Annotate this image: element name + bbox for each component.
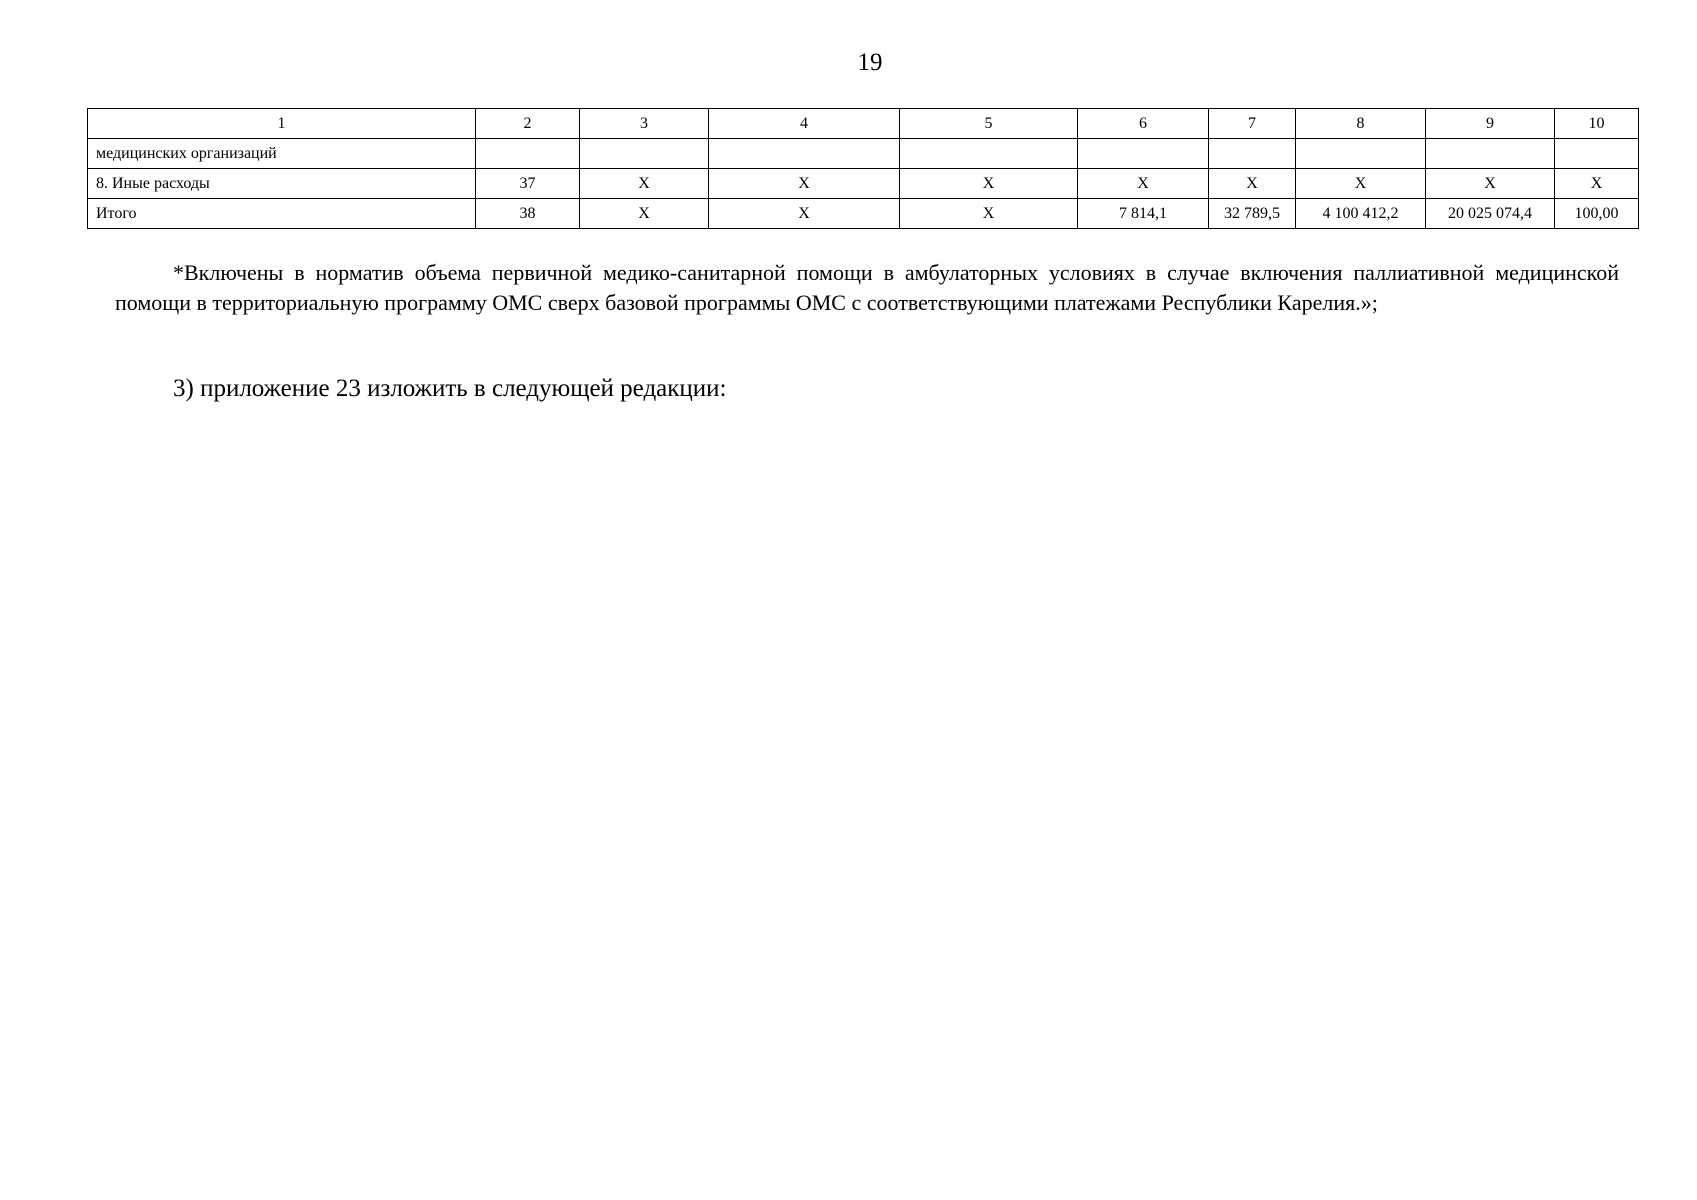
header-cell: 6 [1078, 109, 1209, 139]
table-row [88, 169, 1639, 199]
table-row [88, 139, 1639, 169]
header-cell: 10 [1555, 109, 1639, 139]
table-cell [476, 139, 580, 169]
table-cell: Х [709, 169, 900, 199]
header-cell: 9 [1426, 109, 1555, 139]
table-cell: Х [1209, 169, 1296, 199]
data-table [87, 108, 1639, 229]
header-cell: 2 [476, 109, 580, 139]
table-cell [1078, 139, 1209, 169]
header-cell: 1 [88, 109, 476, 139]
header-cell: 7 [1209, 109, 1296, 139]
table-cell: Х [900, 169, 1078, 199]
table-cell [1426, 139, 1555, 169]
table-cell: 100,00 [1555, 199, 1639, 229]
header-cell: 3 [580, 109, 709, 139]
table-cell: 32 789,5 [1209, 199, 1296, 229]
table-cell: 20 025 074,4 [1426, 199, 1555, 229]
table-cell [1555, 139, 1639, 169]
table-cell: Итого [88, 199, 476, 229]
table-cell [1296, 139, 1426, 169]
header-cell: 4 [709, 109, 900, 139]
table-cell [900, 139, 1078, 169]
table-row [88, 199, 1639, 229]
table-cell: 4 100 412,2 [1296, 199, 1426, 229]
table-cell: Х [1555, 169, 1639, 199]
table-cell: 7 814,1 [1078, 199, 1209, 229]
table-cell: Х [1078, 169, 1209, 199]
table-cell: Х [580, 169, 709, 199]
table-cell: Х [1296, 169, 1426, 199]
table-cell: Х [580, 199, 709, 229]
header-cell: 8 [1296, 109, 1426, 139]
table-cell: 8. Иные расходы [88, 169, 476, 199]
page-number: 19 [857, 49, 883, 76]
header-cell: 5 [900, 109, 1078, 139]
table-cell [709, 139, 900, 169]
table-header-row [88, 109, 1639, 139]
table-cell: Х [900, 199, 1078, 229]
table-cell: Х [709, 199, 900, 229]
table-cell: 37 [476, 169, 580, 199]
table-cell: медицинских организаций [88, 139, 476, 169]
table-cell: 38 [476, 199, 580, 229]
table-cell: Х [1426, 169, 1555, 199]
table-cell [1209, 139, 1296, 169]
footnote: *Включены в норматив объема первичной медико-санитарной помощи в амбулаторных условиях в случае включения паллиативной медицинской помощи в территориальную программу ОМС сверх базовой программы ОМС с соответствующими платежами Республики Карелия.»; [115, 260, 1619, 315]
amendment-instruction: 3) приложение 23 изложить в следующей редакции: [173, 375, 727, 402]
table-cell [580, 139, 709, 169]
